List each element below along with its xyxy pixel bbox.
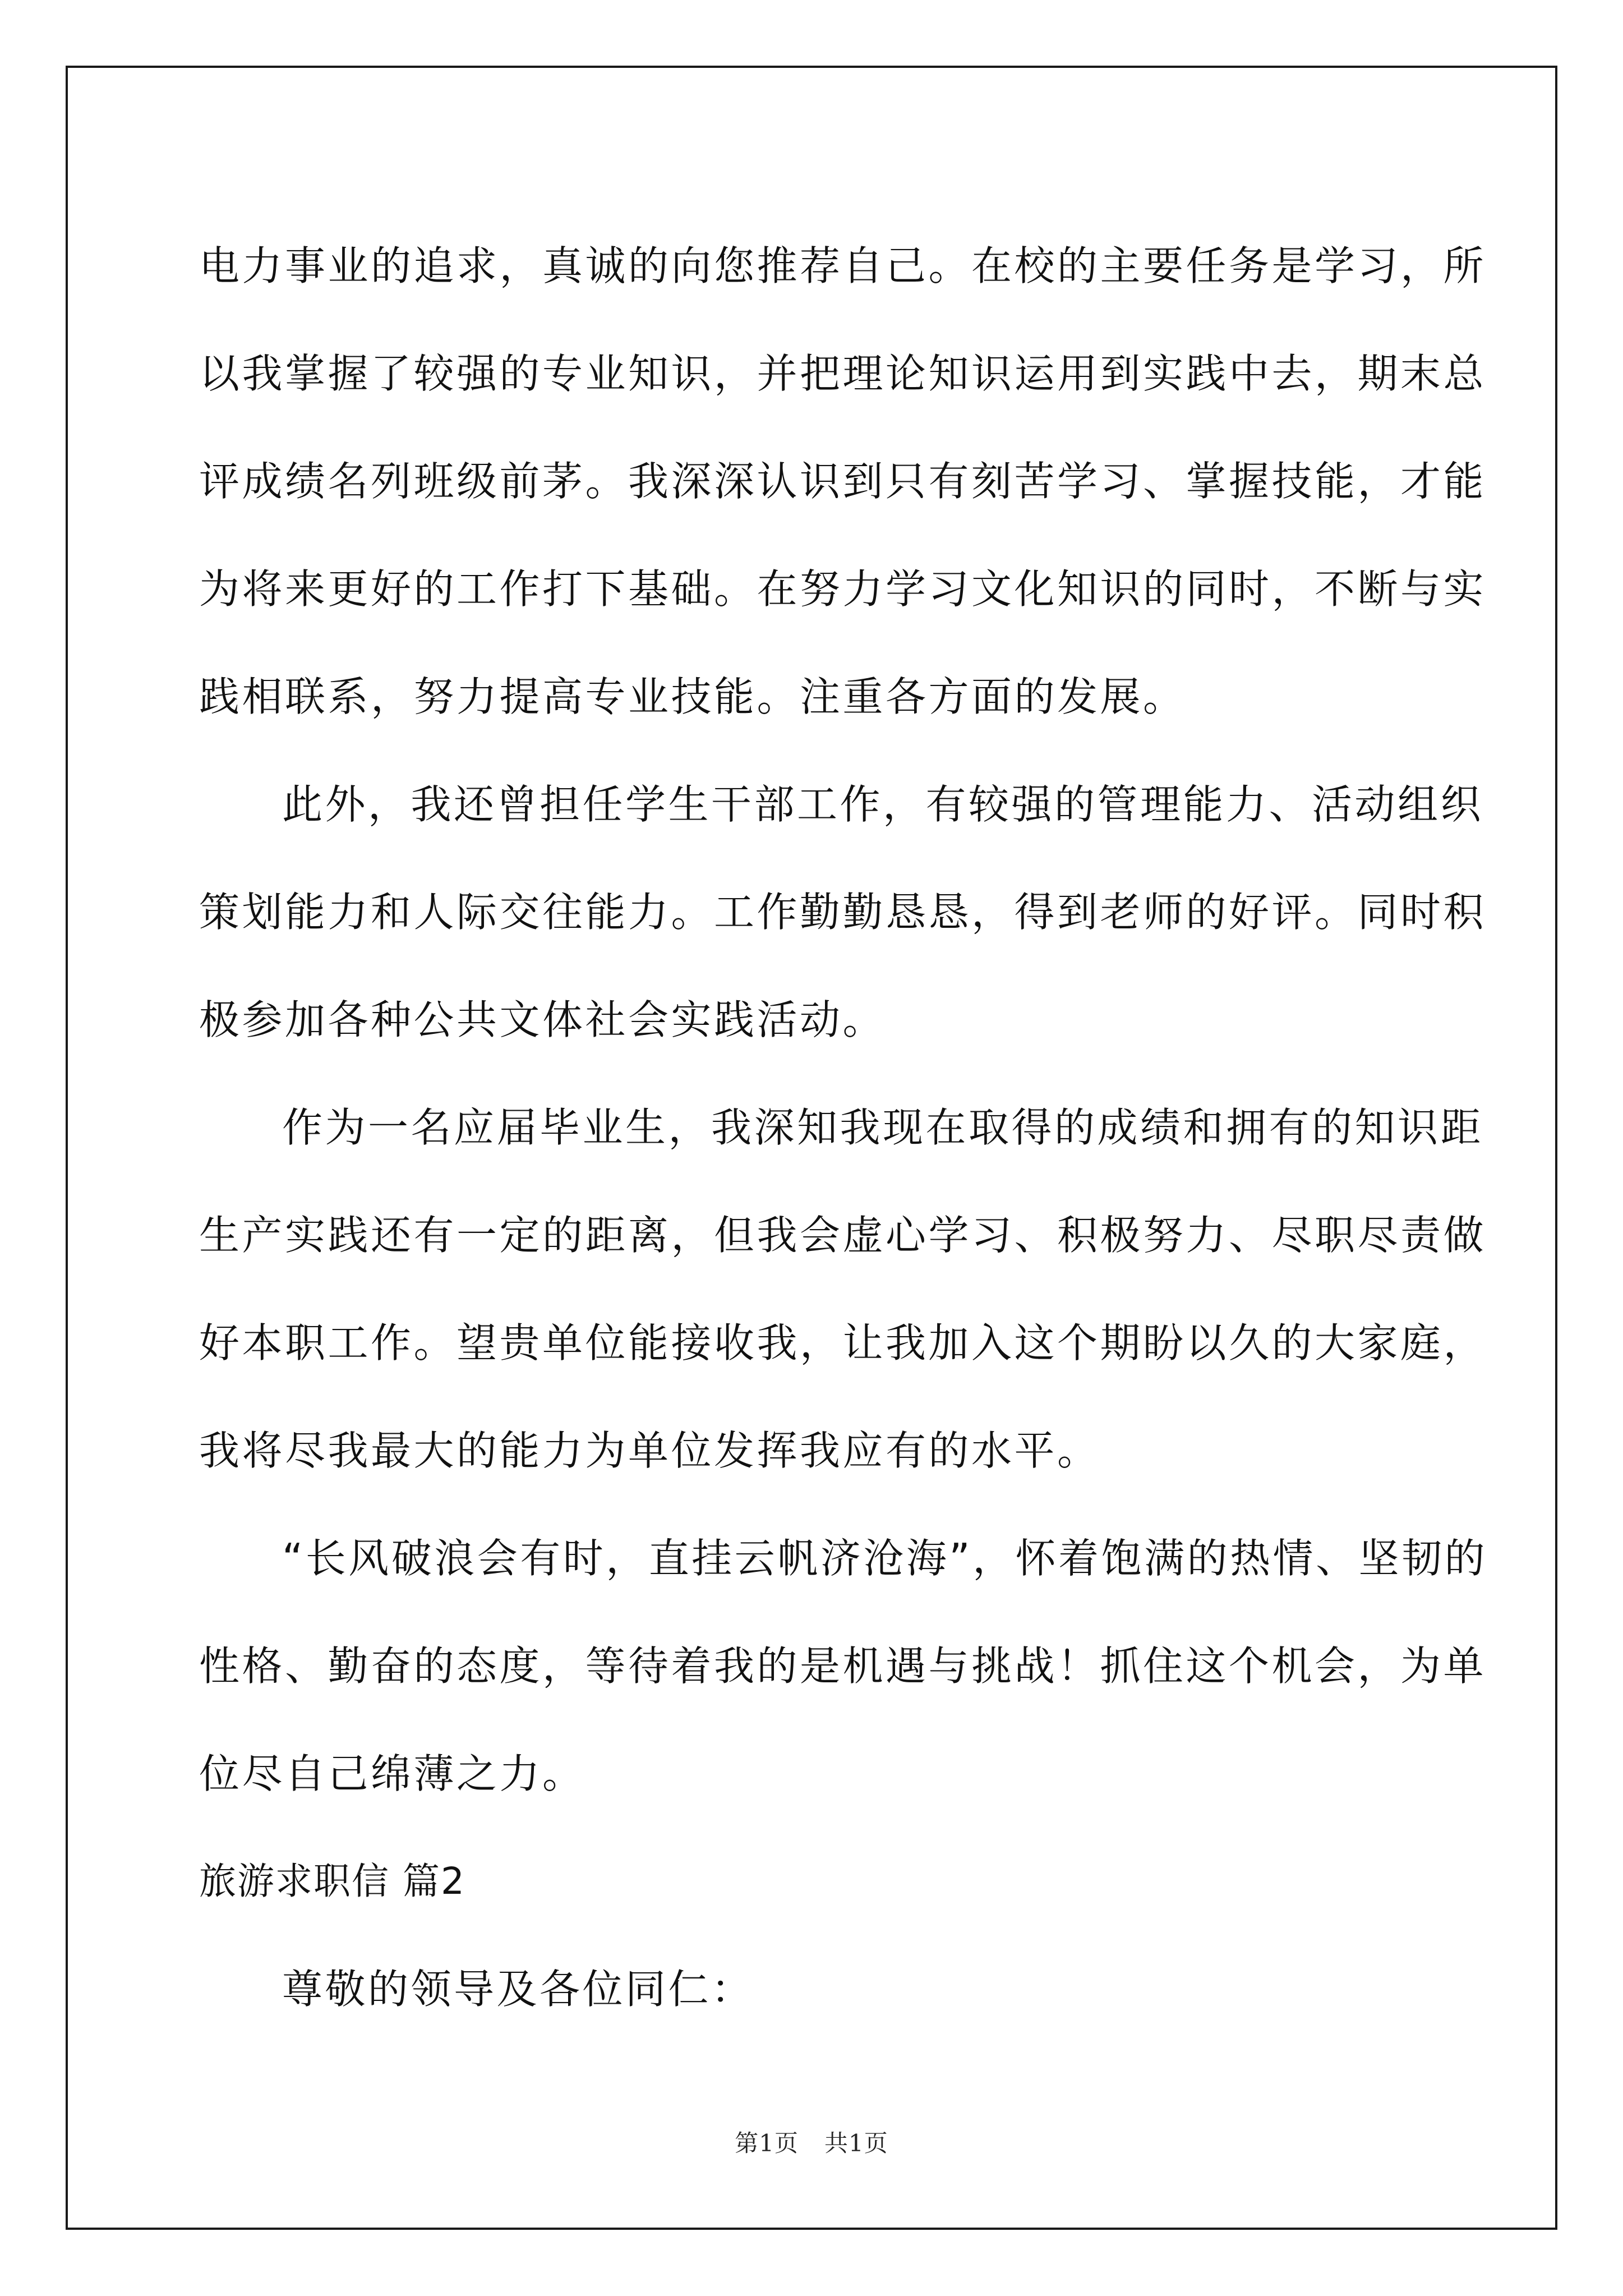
text-line: “长风破浪会有时，直挂云帆济沧海”，怀着饱满的热情、坚韧的 [282,1535,1488,1582]
paragraph-2 [199,751,1487,1074]
text-line: 我将尽我最大的能力为单位发挥我应有的水平。 [199,1427,1100,1474]
page-total: 共1页 [824,2129,888,2157]
section-heading: 旅游求职信 篇2 [199,1860,465,1903]
text-line: 极参加各种公共文体社会实践活动。 [199,996,886,1043]
text-line: 位尽自己绵薄之力。 [199,1750,585,1797]
text-line: 为将来更好的工作打下基础。在努力学习文化知识的同时，不断与实 [199,565,1487,613]
paragraph-3 [199,1074,1487,1504]
text-line: 策划能力和人际交往能力。工作勤勤恳恳，得到老师的好评。同时积 [199,889,1487,936]
paragraph-4 [199,1504,1488,1828]
text-line: 此外，我还曾担任学生干部工作，有较强的管理能力、活动组织 [282,781,1484,828]
text-line: 评成绩名列班级前茅。我深深认识到只有刻苦学习、掌握技能，才能 [199,458,1487,505]
text-line: 好本职工作。望贵单位能接收我，让我加入这个期盼以久的大家庭， [199,1319,1487,1366]
text-line: 以我掌握了较强的专业知识，并把理论知识运用到实践中去，期末总 [199,350,1487,397]
salutation-line: 尊敬的领导及各位同仁： [282,1966,754,2013]
page-number: 第1页 [735,2129,799,2157]
text-line: 电力事业的追求，真诚的向您推荐自己。在校的主要任务是学习，所 [199,242,1487,289]
paragraph-1 [199,212,1487,751]
salutation [199,1935,1438,2043]
document-body [199,212,1488,2043]
text-line: 作为一名应届毕业生，我深知我现在取得的成绩和拥有的知识距 [282,1104,1484,1151]
page-footer [0,2125,1623,2159]
text-line: 生产实践还有一定的距离，但我会虚心学习、积极努力、尽职尽责做 [199,1212,1487,1259]
text-line: 践相联系，努力提高专业技能。注重各方面的发展。 [199,673,1186,720]
text-line: 性格、勤奋的态度，等待着我的是机遇与挑战！抓住这个机会，为单 [199,1642,1487,1690]
